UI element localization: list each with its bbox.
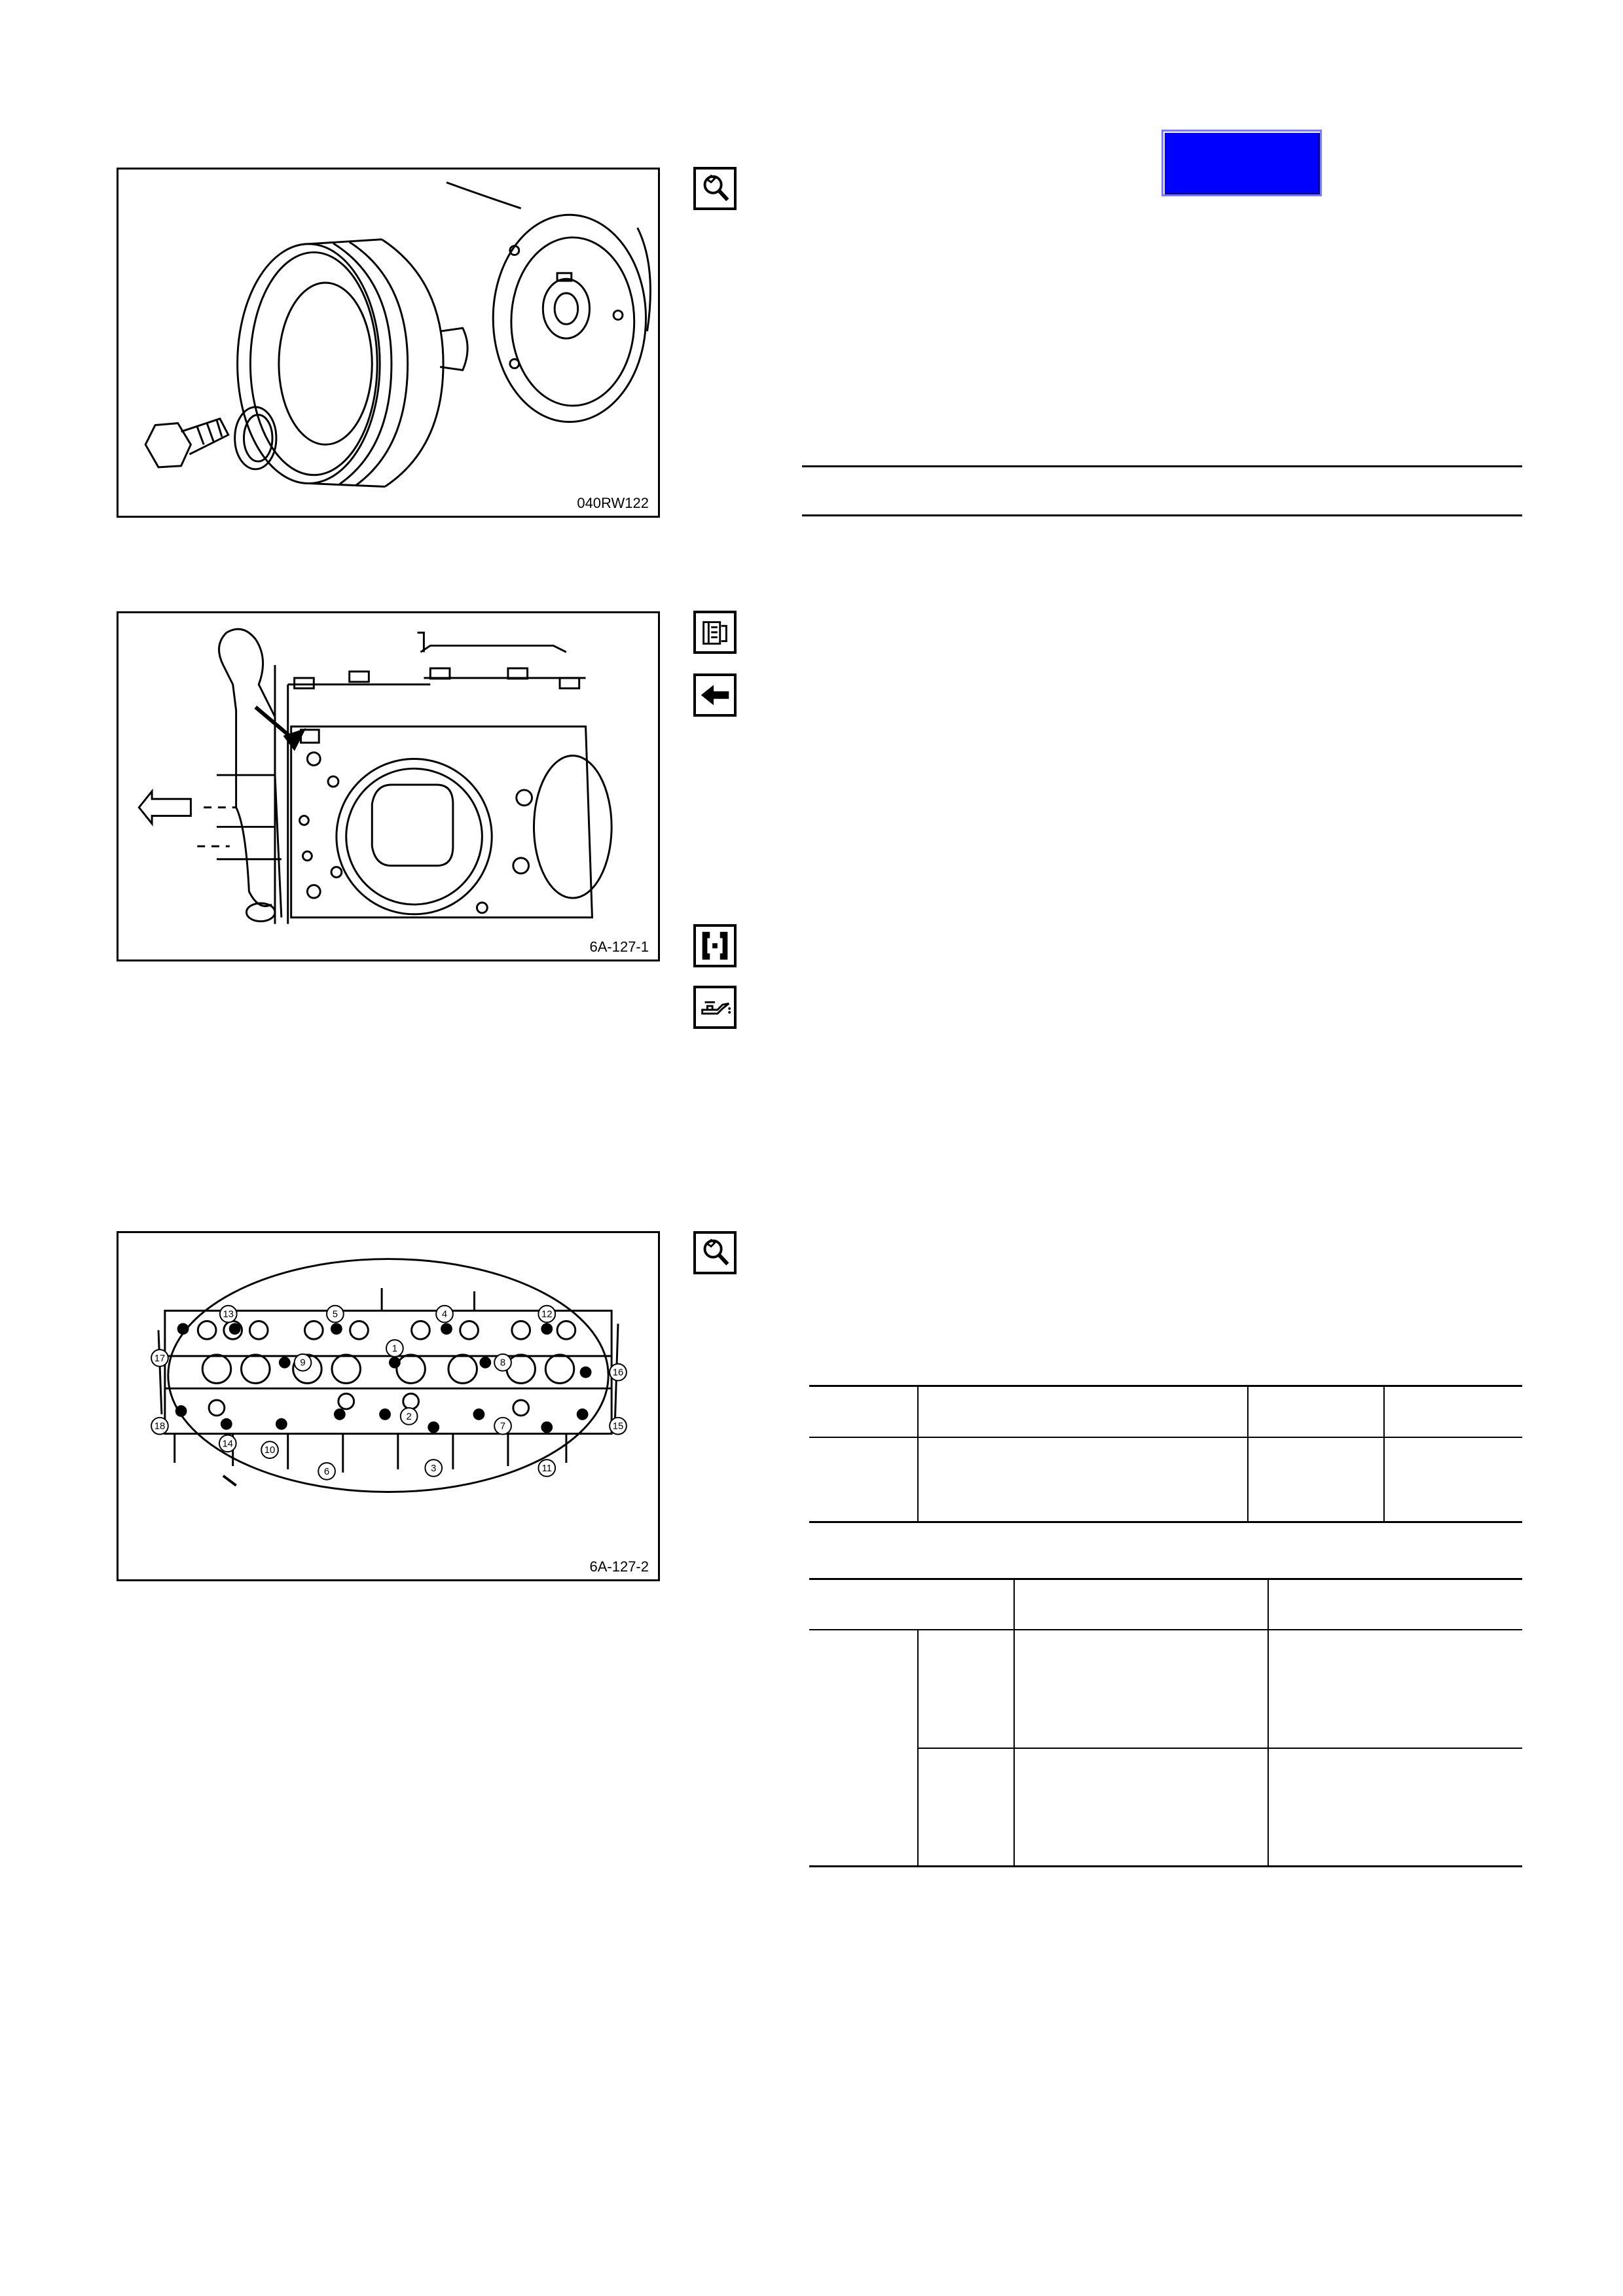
- inspect-magnifier-icon: [693, 1231, 737, 1274]
- sequence-label: 9: [300, 1357, 306, 1369]
- figure-tightening-sequence: [117, 1231, 660, 1581]
- sequence-label: 4: [441, 1309, 448, 1320]
- arrow-left-icon: [693, 673, 737, 717]
- table-row: [809, 1437, 1522, 1522]
- sequence-label: 6: [323, 1466, 330, 1477]
- sequence-label: 17: [154, 1353, 166, 1364]
- figure-code: 040RW122: [577, 495, 649, 511]
- figure-crank-pulley: [117, 168, 660, 518]
- oil-can-icon: [693, 986, 737, 1029]
- sequence-label: 11: [541, 1463, 552, 1474]
- table-row: [809, 1630, 1522, 1748]
- inspect-magnifier-icon: [693, 167, 737, 210]
- navigation-button[interactable]: [1161, 130, 1322, 196]
- figure-code: 6A-127-2: [589, 1558, 649, 1575]
- sequence-label: 12: [541, 1309, 553, 1320]
- table-row: [809, 1579, 1522, 1630]
- sequence-label: 3: [431, 1463, 437, 1474]
- tightening-sequence-drawing: [119, 1233, 658, 1579]
- sequence-label: 15: [612, 1421, 624, 1432]
- torque-table: [809, 1578, 1522, 1867]
- sequence-label: 10: [264, 1445, 276, 1456]
- figure-code: 6A-127-1: [589, 939, 649, 955]
- sequence-label: 14: [222, 1439, 234, 1450]
- sequence-label: 16: [612, 1367, 624, 1378]
- sequence-label: 5: [332, 1309, 338, 1320]
- reassembly-manual-icon: [693, 611, 737, 654]
- sequence-label: 18: [154, 1421, 166, 1432]
- specification-table: [809, 1385, 1522, 1523]
- sequence-label: 2: [406, 1411, 412, 1422]
- sequence-label: 1: [392, 1343, 398, 1354]
- sequence-label: 8: [500, 1357, 506, 1369]
- figure-head-gasket: [117, 611, 660, 961]
- table-top-rule: [802, 465, 1522, 467]
- sequence-label: 13: [223, 1309, 234, 1320]
- head-gasket-drawing: [119, 613, 658, 960]
- table-row: [809, 1386, 1522, 1437]
- install-bracket-icon: [693, 924, 737, 967]
- crank-pulley-drawing: [119, 170, 658, 516]
- sequence-label: 7: [500, 1421, 506, 1432]
- table-bottom-rule: [802, 514, 1522, 516]
